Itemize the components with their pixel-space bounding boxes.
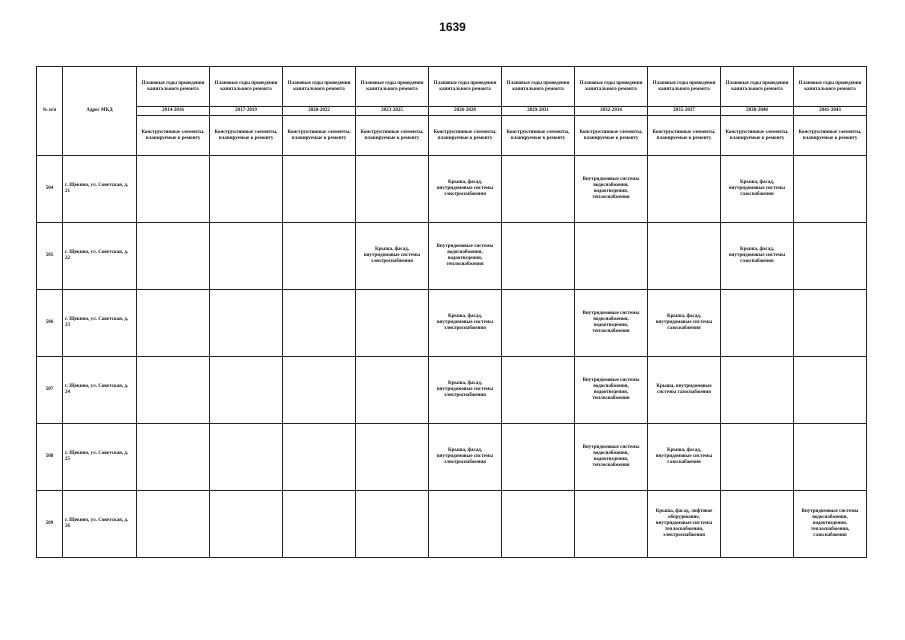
period-2026-2028: 2026-2028 xyxy=(429,107,502,116)
work-cell xyxy=(137,223,210,290)
work-cell xyxy=(283,424,356,491)
period-2020-2022: 2020-2022 xyxy=(283,107,356,116)
work-cell: Крыша, фасад, внутридомовые системы электроснабжения xyxy=(429,424,502,491)
work-cell: Крыша, фасад, внутридомовые системы газоснабжения xyxy=(648,290,721,357)
work-cell xyxy=(283,156,356,223)
work-cell xyxy=(648,223,721,290)
work-cell xyxy=(721,491,794,558)
work-cell: Крыша, фасад, внутридомовые системы газоснабжения xyxy=(648,424,721,491)
work-cell xyxy=(356,290,429,357)
header-planned-years: Плановые годы проведения капитального ремонта xyxy=(137,67,210,107)
header-elements: Конструктивные элементы, планируемые к ремонту xyxy=(356,116,429,156)
period-2038-2040: 2038-2040 xyxy=(721,107,794,116)
header-elements: Конструктивные элементы, планируемые к ремонту xyxy=(721,116,794,156)
work-cell xyxy=(283,357,356,424)
table-row xyxy=(37,424,867,491)
header-planned-years: Плановые годы проведения капитального ремонта xyxy=(794,67,867,107)
work-cell xyxy=(283,223,356,290)
header-planned-years: Плановые годы проведения капитального ремонта xyxy=(502,67,575,107)
row-number: 509 xyxy=(37,491,63,558)
work-cell: Внутридомовые системы водоснабжения, водоотведения, теплоснабжения xyxy=(575,156,648,223)
capital-repair-table xyxy=(36,66,867,558)
work-cell xyxy=(721,290,794,357)
header-planned-years: Плановые годы проведения капитального ремонта xyxy=(283,67,356,107)
work-cell xyxy=(648,156,721,223)
work-cell xyxy=(502,357,575,424)
table-row xyxy=(37,491,867,558)
header-planned-years: Плановые годы проведения капитального ремонта xyxy=(429,67,502,107)
header-elements: Конструктивные элементы, планируемые к ремонту xyxy=(575,116,648,156)
header-elements: Конструктивные элементы, планируемые к ремонту xyxy=(137,116,210,156)
work-cell: Внутридомовые системы водоснабжения, водоотведения, теплоснабжения, газоснабжения xyxy=(794,491,867,558)
work-cell: Крыша, внутридомовые системы газоснабжения xyxy=(648,357,721,424)
header-row-planned-years xyxy=(37,67,867,107)
row-address: г. Щекино, ул. Советская, д. 23 xyxy=(63,290,137,357)
row-number: 506 xyxy=(37,290,63,357)
work-cell xyxy=(283,290,356,357)
table-row xyxy=(37,223,867,290)
work-cell xyxy=(794,223,867,290)
row-address: г. Щекино, ул. Советская, д. 25 xyxy=(63,424,137,491)
work-cell xyxy=(502,223,575,290)
period-2041-2043: 2041-2043 xyxy=(794,107,867,116)
work-cell xyxy=(210,223,283,290)
row-address: г. Щекино, ул. Советская, д. 26 xyxy=(63,491,137,558)
work-cell xyxy=(794,290,867,357)
table-row xyxy=(37,357,867,424)
period-2035-2037: 2035-2037 xyxy=(648,107,721,116)
header-planned-years: Плановые годы проведения капитального ремонта xyxy=(648,67,721,107)
work-cell xyxy=(575,223,648,290)
header-row-elements xyxy=(37,116,867,156)
work-cell: Внутридомовые системы водоснабжения, водоотведения, теплоснабжения xyxy=(429,223,502,290)
work-cell xyxy=(502,290,575,357)
work-cell xyxy=(356,156,429,223)
period-2023-2025: 2023-2025 xyxy=(356,107,429,116)
work-cell xyxy=(502,491,575,558)
work-cell xyxy=(356,491,429,558)
row-number: 504 xyxy=(37,156,63,223)
work-cell xyxy=(794,156,867,223)
header-elements: Конструктивные элементы, планируемые к ремонту xyxy=(283,116,356,156)
table-row xyxy=(37,290,867,357)
work-cell xyxy=(502,156,575,223)
work-cell: Крыша, фасад, внутридомовые системы электроснабжения xyxy=(429,357,502,424)
header-elements: Конструктивные элементы, планируемые к ремонту xyxy=(794,116,867,156)
work-cell xyxy=(210,290,283,357)
header-elements: Конструктивные элементы, планируемые к ремонту xyxy=(648,116,721,156)
work-cell xyxy=(137,156,210,223)
header-planned-years: Плановые годы проведения капитального ремонта xyxy=(575,67,648,107)
work-cell: Крыша, фасад, внутридомовые системы электроснабжения xyxy=(429,290,502,357)
row-address: г. Щекино, ул. Советская, д. 24 xyxy=(63,357,137,424)
work-cell: Внутридомовые системы водоснабжения, водоотведения, теплоснабжения xyxy=(575,424,648,491)
header-address: Адрес МКД xyxy=(63,67,137,156)
work-cell xyxy=(210,491,283,558)
period-2032-2034: 2032-2034 xyxy=(575,107,648,116)
period-2017-2019: 2017-2019 xyxy=(210,107,283,116)
work-cell: Крыша, фасад, внутридомовые системы электроснабжения xyxy=(429,156,502,223)
period-2029-2031: 2029-2031 xyxy=(502,107,575,116)
header-planned-years: Плановые годы проведения капитального ремонта xyxy=(356,67,429,107)
work-cell xyxy=(429,491,502,558)
period-2014-2016: 2014-2016 xyxy=(137,107,210,116)
header-elements: Конструктивные элементы, планируемые к ремонту xyxy=(502,116,575,156)
work-cell: Крыша, фасад, внутридомовые системы газоснабжения xyxy=(721,223,794,290)
row-number: 508 xyxy=(37,424,63,491)
work-cell xyxy=(210,424,283,491)
row-address: г. Щекино, ул. Советская, д. 21 xyxy=(63,156,137,223)
header-row-periods xyxy=(37,107,867,116)
work-cell xyxy=(137,491,210,558)
work-cell xyxy=(137,357,210,424)
work-cell: Внутридомовые системы водоснабжения, водоотведения, теплоснабжения xyxy=(575,290,648,357)
work-cell xyxy=(356,424,429,491)
work-cell xyxy=(794,357,867,424)
work-cell xyxy=(356,357,429,424)
row-number: 505 xyxy=(37,223,63,290)
header-elements: Конструктивные элементы, планируемые к ремонту xyxy=(429,116,502,156)
work-cell xyxy=(210,357,283,424)
header-num: № п/п xyxy=(37,67,63,156)
work-cell xyxy=(721,357,794,424)
page-number: 1639 xyxy=(439,20,466,34)
work-cell xyxy=(502,424,575,491)
header-planned-years: Плановые годы проведения капитального ремонта xyxy=(721,67,794,107)
work-cell xyxy=(137,424,210,491)
work-cell xyxy=(794,424,867,491)
header-planned-years: Плановые годы проведения капитального ремонта xyxy=(210,67,283,107)
work-cell xyxy=(283,491,356,558)
work-cell xyxy=(721,424,794,491)
work-cell: Крыша, фасад, внутридомовые системы газоснабжения xyxy=(721,156,794,223)
row-number: 507 xyxy=(37,357,63,424)
table-row xyxy=(37,156,867,223)
work-cell xyxy=(137,290,210,357)
work-cell: Внутридомовые системы водоснабжения, водоотведения, теплоснабжения xyxy=(575,357,648,424)
work-cell: Крыша, фасад, внутридомовые системы электроснабжения xyxy=(356,223,429,290)
table-body xyxy=(37,156,867,558)
work-cell xyxy=(575,491,648,558)
row-address: г. Щекино, ул. Советская, д. 22 xyxy=(63,223,137,290)
header-elements: Конструктивные элементы, планируемые к ремонту xyxy=(210,116,283,156)
work-cell: Крыша, фасад, лифтовое оборудование, внутридомовые системы теплоснабжения, электроснабжения xyxy=(648,491,721,558)
work-cell xyxy=(210,156,283,223)
